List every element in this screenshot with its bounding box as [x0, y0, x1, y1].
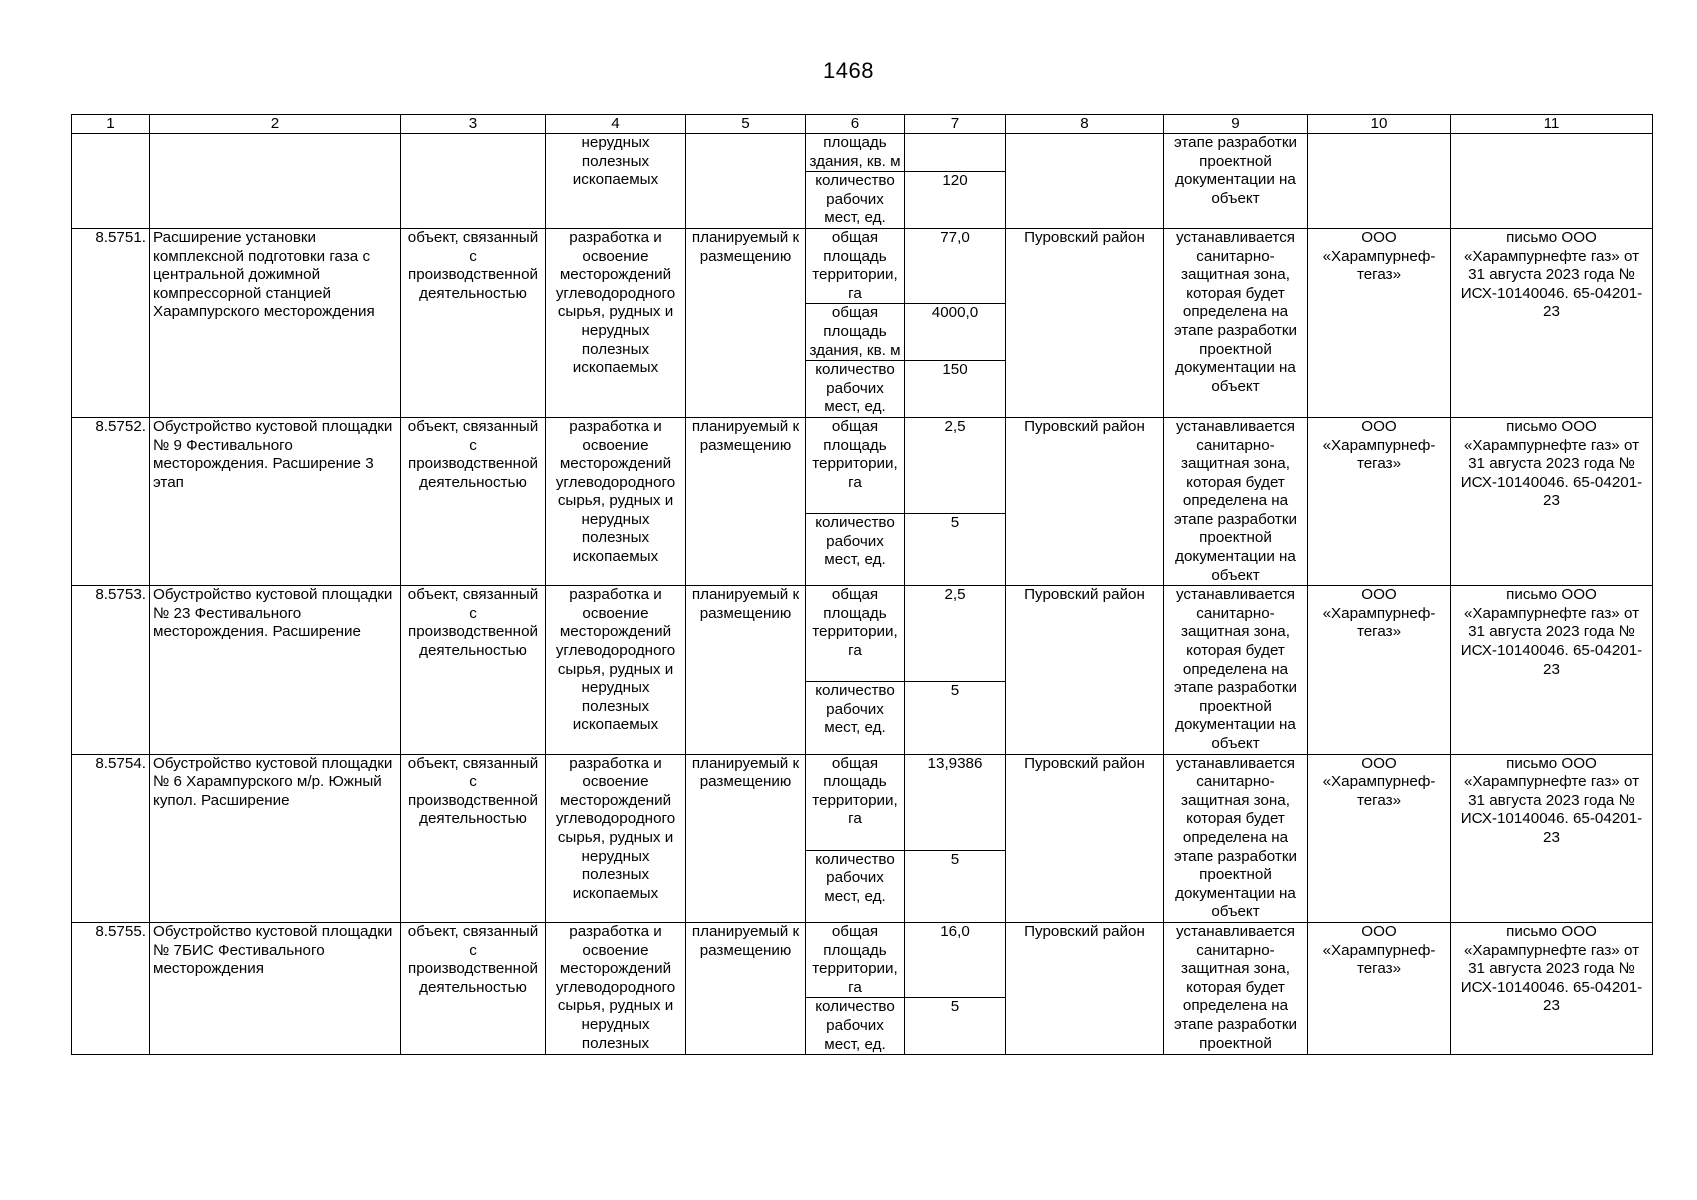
location-cell: Пуровский район [1006, 586, 1164, 754]
table-row [72, 586, 1653, 682]
table-row [72, 754, 1653, 850]
param-value-cell: 5 [905, 998, 1006, 1055]
param-name-cell: общая площадь территории, га [806, 754, 905, 850]
object-name-cell: Обустройство кустовой площадки № 6 Харампурского м/р. Южный купол. Расширение [150, 754, 401, 922]
object-type-cell: объект, связанный с производственной деятельностью [401, 586, 546, 754]
object-name-cell: Обустройство кустовой площадки № 9 Фестивального месторождения. Расширение 3 этап [150, 417, 401, 585]
location-cell: Пуровский район [1006, 417, 1164, 585]
param-name-cell: количество рабочих мест, ед. [806, 998, 905, 1055]
organization-cell: ООО «Харампурнеф-тегаз» [1308, 922, 1451, 1054]
column-number-header-row [72, 115, 1653, 134]
row-number-cell: 8.5753. [72, 586, 150, 754]
param-value-cell: 13,9386 [905, 754, 1006, 850]
param-name-cell: количество рабочих мест, ед. [806, 172, 905, 229]
column-number-7: 7 [905, 115, 1006, 134]
activity-cell: разработка и освоение месторождений углеводородного сырья, рудных и нерудных полезных [546, 922, 686, 1054]
organization-cell: ООО «Харампурнеф-тегаз» [1308, 754, 1451, 922]
param-name-cell: количество рабочих мест, ед. [806, 850, 905, 922]
column-number-8: 8 [1006, 115, 1164, 134]
status-cell: планируемый к размещению [686, 754, 806, 922]
param-value-cell: 5 [905, 850, 1006, 922]
param-name-cell: общая площадь территории, га [806, 586, 905, 682]
param-value-cell: 120 [905, 172, 1006, 229]
zone-cell: устанавливается санитарно-защитная зона, которая будет определена на этапе разработки проектной документации на объект [1164, 754, 1308, 922]
activity-cell: разработка и освоение месторождений углеводородного сырья, рудных и нерудных полезных ископаемых [546, 417, 686, 585]
zone-cell: устанавливается санитарно-защитная зона, которая будет определена на этапе разработки проектной документации на объект [1164, 417, 1308, 585]
activity-cell: разработка и освоение месторождений углеводородного сырья, рудных и нерудных полезных ископаемых [546, 228, 686, 417]
column-number-4: 4 [546, 115, 686, 134]
row-number-cell: 8.5751. [72, 228, 150, 417]
column-number-6: 6 [806, 115, 905, 134]
object-name-cell: Расширение установки комплексной подготовки газа с центральной дожимной компрессорной станцией Харампурского месторождения [150, 228, 401, 417]
table-row [72, 417, 1653, 513]
param-value-cell: 150 [905, 361, 1006, 418]
column-number-11: 11 [1451, 115, 1653, 134]
param-value-cell: 4000,0 [905, 304, 1006, 361]
register-table-body [72, 115, 1653, 1055]
basis-cell: письмо ООО «Харампурнефте газ» от 31 августа 2023 года № ИСХ-10140046. 65-04201-23 [1451, 754, 1653, 922]
object-name-cell [150, 134, 401, 229]
param-value-cell: 5 [905, 682, 1006, 754]
activity-cell: разработка и освоение месторождений углеводородного сырья, рудных и нерудных полезных ископаемых [546, 754, 686, 922]
status-cell: планируемый к размещению [686, 228, 806, 417]
organization-cell [1308, 134, 1451, 229]
location-cell: Пуровский район [1006, 754, 1164, 922]
register-table [71, 114, 1653, 1055]
table-row [72, 922, 1653, 997]
basis-cell: письмо ООО «Харампурнефте газ» от 31 августа 2023 года № ИСХ-10140046. 65-04201-23 [1451, 922, 1653, 1054]
param-value-cell: 2,5 [905, 586, 1006, 682]
param-value-cell [905, 134, 1006, 172]
param-name-cell: площадь здания, кв. м [806, 134, 905, 172]
object-type-cell: объект, связанный с производственной деятельностью [401, 754, 546, 922]
table-row-continuation [72, 134, 1653, 172]
page-number: 1468 [823, 58, 874, 83]
param-value-cell: 16,0 [905, 922, 1006, 997]
param-name-cell: количество рабочих мест, ед. [806, 361, 905, 418]
organization-cell: ООО «Харампурнеф-тегаз» [1308, 586, 1451, 754]
param-name-cell: общая площадь здания, кв. м [806, 304, 905, 361]
object-name-cell: Обустройство кустовой площадки № 7БИС Фестивального месторождения [150, 922, 401, 1054]
activity-cell: разработка и освоение месторождений углеводородного сырья, рудных и нерудных полезных ископаемых [546, 586, 686, 754]
basis-cell: письмо ООО «Харампурнефте газ» от 31 августа 2023 года № ИСХ-10140046. 65-04201-23 [1451, 417, 1653, 585]
zone-cell: устанавливается санитарно-защитная зона, которая будет определена на этапе разработки проектной [1164, 922, 1308, 1054]
object-type-cell [401, 134, 546, 229]
param-name-cell: количество рабочих мест, ед. [806, 682, 905, 754]
column-number-3: 3 [401, 115, 546, 134]
object-type-cell: объект, связанный с производственной деятельностью [401, 228, 546, 417]
status-cell: планируемый к размещению [686, 417, 806, 585]
location-cell: Пуровский район [1006, 228, 1164, 417]
status-cell [686, 134, 806, 229]
column-number-2: 2 [150, 115, 401, 134]
zone-cell: устанавливается санитарно-защитная зона, которая будет определена на этапе разработки проектной документации на объект [1164, 586, 1308, 754]
param-name-cell: общая площадь территории, га [806, 922, 905, 997]
zone-cell: устанавливается санитарно-защитная зона, которая будет определена на этапе разработки проектной документации на объект [1164, 228, 1308, 417]
status-cell: планируемый к размещению [686, 922, 806, 1054]
column-number-5: 5 [686, 115, 806, 134]
param-value-cell: 5 [905, 513, 1006, 585]
zone-cell: этапе разработки проектной документации на объект [1164, 134, 1308, 229]
object-type-cell: объект, связанный с производственной деятельностью [401, 417, 546, 585]
param-name-cell: общая площадь территории, га [806, 417, 905, 513]
basis-cell: письмо ООО «Харампурнефте газ» от 31 августа 2023 года № ИСХ-10140046. 65-04201-23 [1451, 228, 1653, 417]
activity-cell: нерудных полезных ископаемых [546, 134, 686, 229]
column-number-1: 1 [72, 115, 150, 134]
row-number-cell: 8.5755. [72, 922, 150, 1054]
row-number-cell: 8.5752. [72, 417, 150, 585]
row-number-cell [72, 134, 150, 229]
basis-cell [1451, 134, 1653, 229]
column-number-10: 10 [1308, 115, 1451, 134]
location-cell: Пуровский район [1006, 922, 1164, 1054]
location-cell [1006, 134, 1164, 229]
row-number-cell: 8.5754. [72, 754, 150, 922]
basis-cell: письмо ООО «Харампурнефте газ» от 31 августа 2023 года № ИСХ-10140046. 65-04201-23 [1451, 586, 1653, 754]
object-type-cell: объект, связанный с производственной деятельностью [401, 922, 546, 1054]
object-name-cell: Обустройство кустовой площадки № 23 Фестивального месторождения. Расширение [150, 586, 401, 754]
param-name-cell: общая площадь территории, га [806, 228, 905, 303]
table-row [72, 228, 1653, 303]
param-name-cell: количество рабочих мест, ед. [806, 513, 905, 585]
organization-cell: ООО «Харампурнеф-тегаз» [1308, 417, 1451, 585]
param-value-cell: 77,0 [905, 228, 1006, 303]
column-number-9: 9 [1164, 115, 1308, 134]
status-cell: планируемый к размещению [686, 586, 806, 754]
organization-cell: ООО «Харампурнеф-тегаз» [1308, 228, 1451, 417]
param-value-cell: 2,5 [905, 417, 1006, 513]
